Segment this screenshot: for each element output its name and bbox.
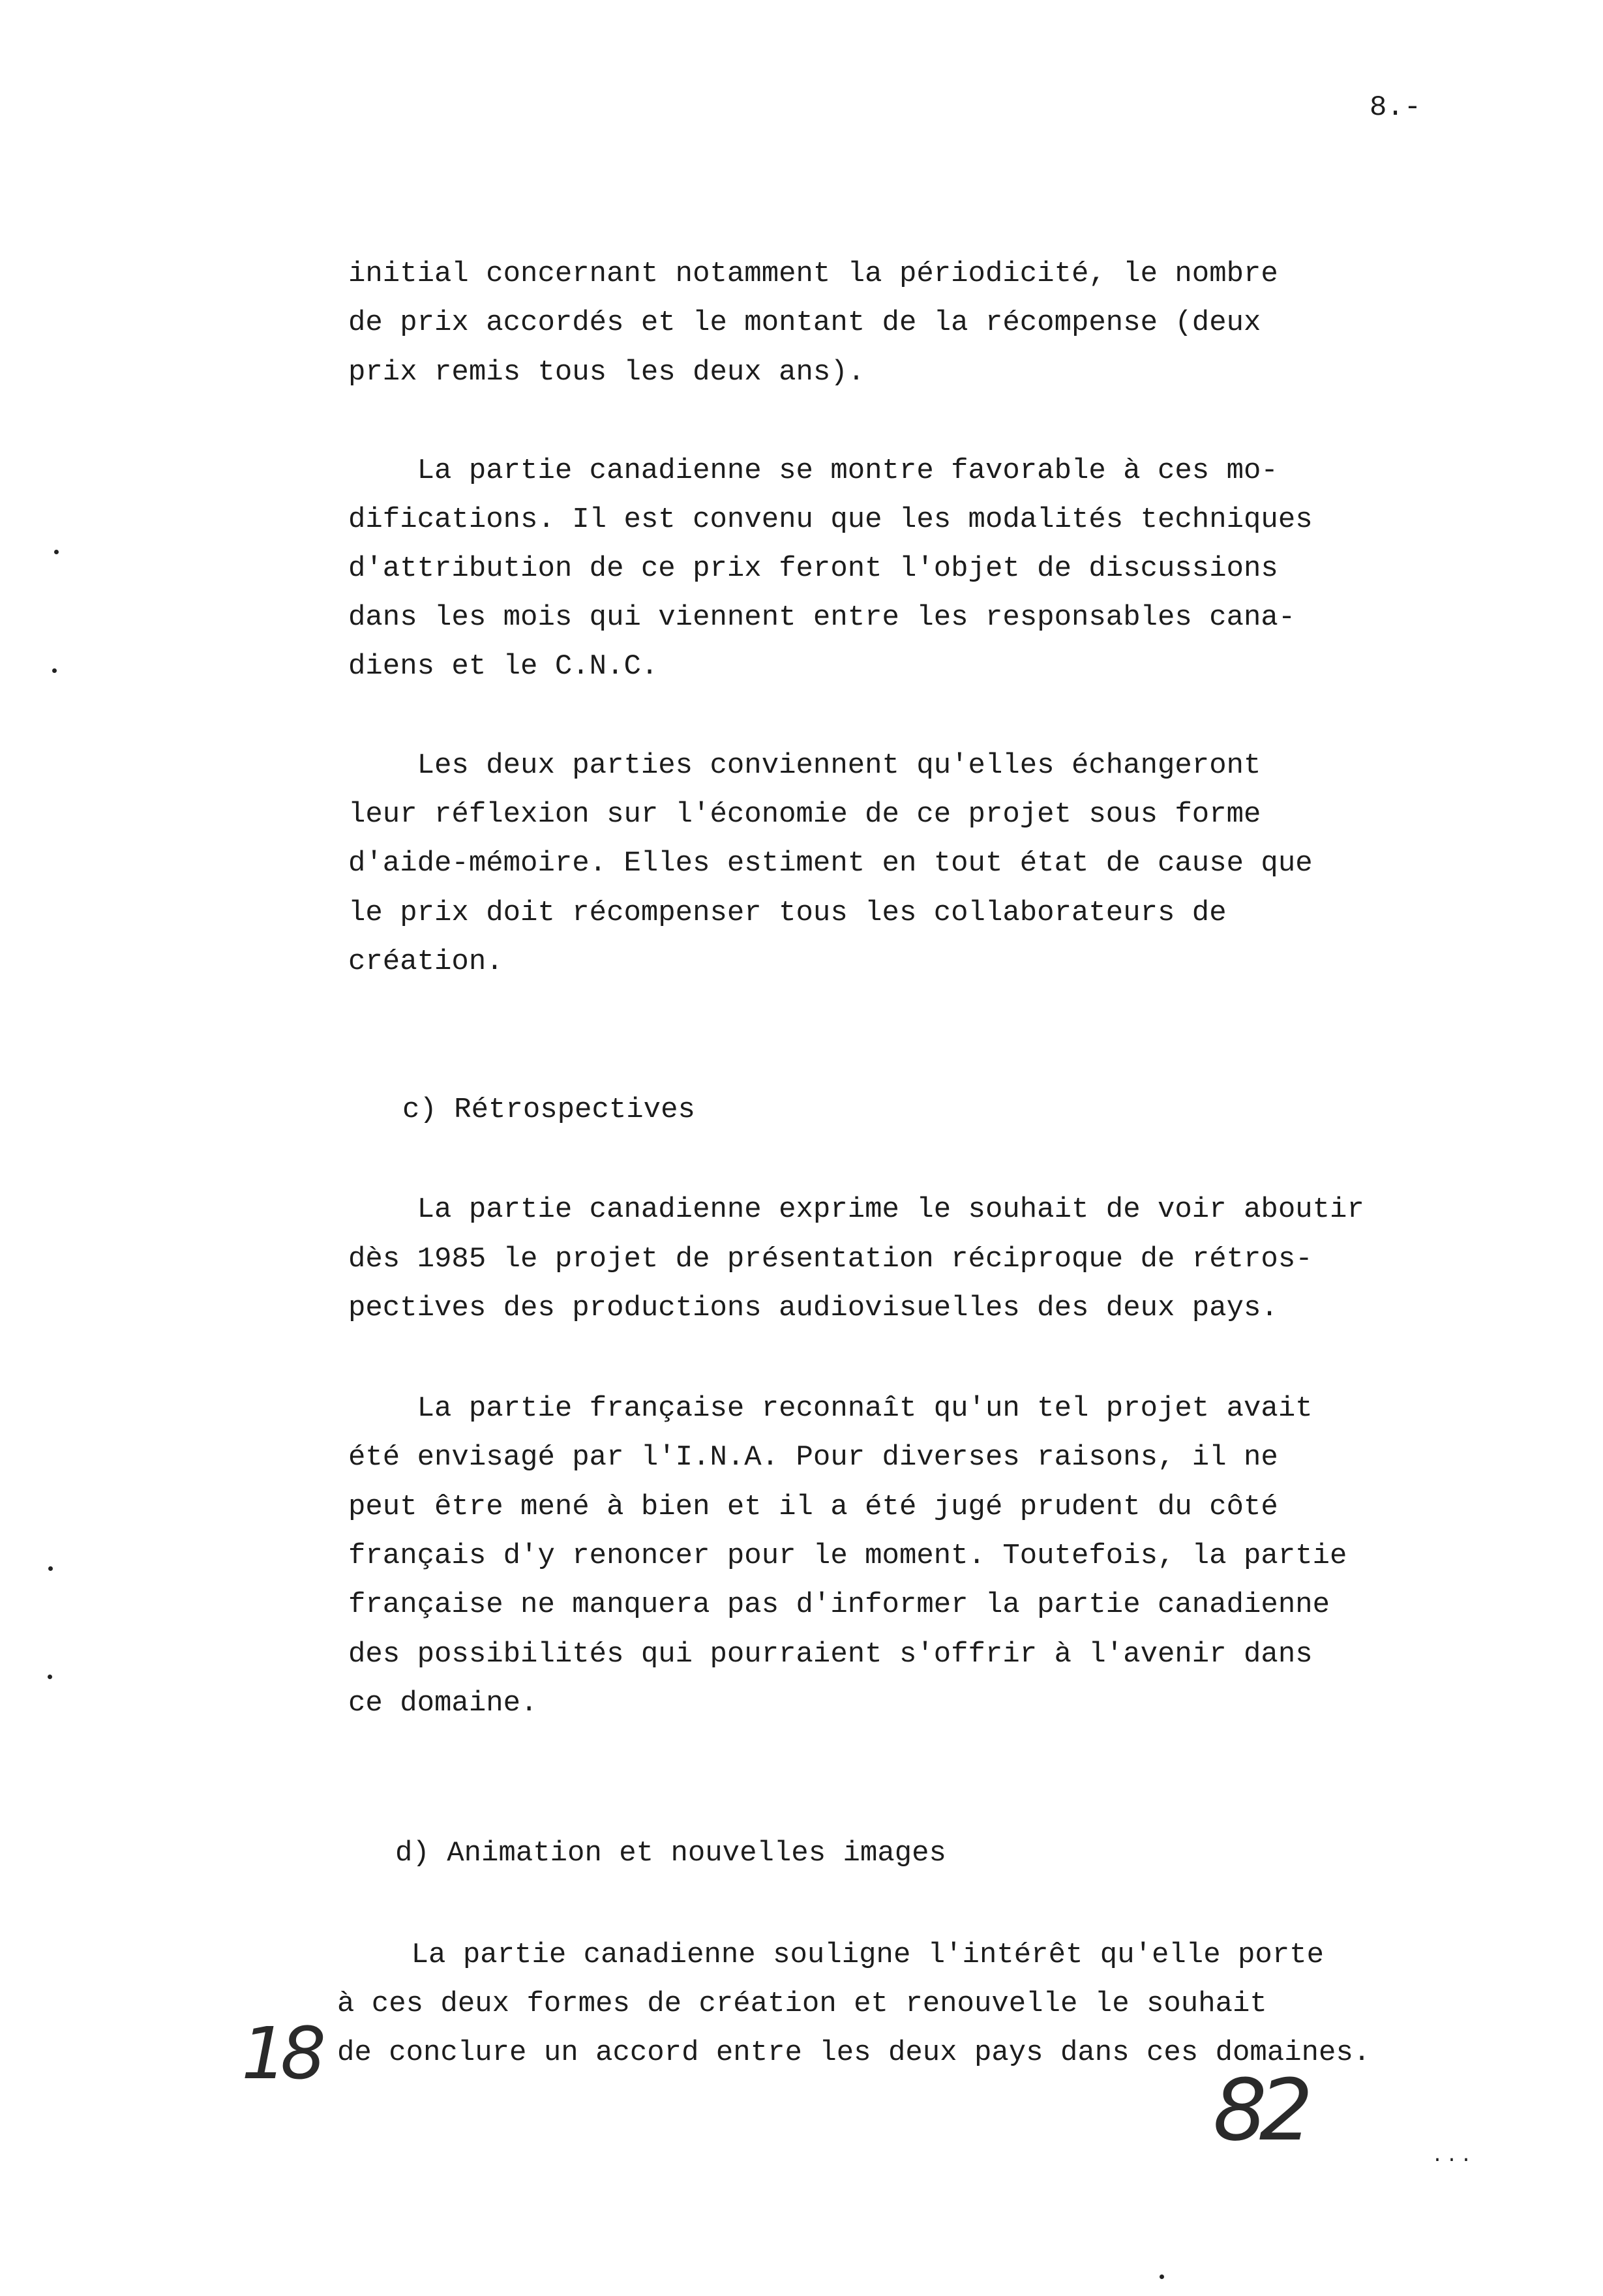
scan-speck — [1160, 2274, 1164, 2279]
text-line: des possibilités qui pourraient s'offrir à l'avenir dans — [348, 1638, 1313, 1671]
text-line: d'attribution de ce prix feront l'objet de discussions — [348, 552, 1278, 585]
text-line: leur réflexion sur l'économie de ce projet sous forme — [348, 798, 1261, 831]
section-heading-animation: d) Animation et nouvelles images — [395, 1837, 946, 1870]
text-line: prix remis tous les deux ans). — [348, 356, 865, 389]
text-line: dans les mois qui viennent entre les responsables cana- — [348, 601, 1296, 634]
scan-speck — [48, 1675, 52, 1679]
text-line: de conclure un accord entre les deux pays dans ces domaines. — [337, 2036, 1371, 2069]
text-line: La partie canadienne se montre favorable à ces mo- — [348, 455, 1278, 487]
text-line: dès 1985 le projet de présentation réciproque de rétros- — [348, 1243, 1313, 1275]
text-line: ce domaine. — [348, 1687, 538, 1720]
text-line: diens et le C.N.C. — [348, 650, 659, 683]
text-line: français d'y renoncer pour le moment. Toutefois, la partie — [348, 1540, 1347, 1572]
text-line: difications. Il est convenu que les modalités techniques — [348, 503, 1313, 536]
text-line: de prix accordés et le montant de la récompense (deux — [348, 306, 1261, 339]
text-line: été envisagé par l'I.N.A. Pour diverses raisons, il ne — [348, 1441, 1278, 1474]
text-line: La partie française reconnaît qu'un tel projet avait — [348, 1392, 1313, 1425]
text-line: peut être mené à bien et il a été jugé prudent du côté — [348, 1491, 1278, 1523]
text-line: initial concernant notamment la périodicité, le nombre — [348, 258, 1278, 290]
text-line: Les deux parties conviennent qu'elles échangeront — [348, 749, 1261, 782]
scan-speck — [48, 1566, 53, 1571]
text-line: création. — [348, 946, 503, 978]
continuation-mark: ... — [1431, 2145, 1475, 2168]
scan-speck — [52, 668, 57, 673]
text-line: française ne manquera pas d'informer la partie canadienne — [348, 1588, 1330, 1621]
handwritten-page-number: 82 — [1213, 2061, 1306, 2160]
text-line: à ces deux formes de création et renouvelle le souhait — [337, 1988, 1267, 2020]
scan-speck — [54, 550, 59, 554]
text-line: d'aide-mémoire. Elles estiment en tout état de cause que — [348, 847, 1313, 880]
text-line: La partie canadienne exprime le souhait de voir aboutir — [348, 1193, 1364, 1226]
section-heading-retrospectives: c) Rétrospectives — [402, 1094, 695, 1126]
text-line: pectives des productions audiovisuelles des deux pays. — [348, 1292, 1278, 1324]
text-line: le prix doit récompenser tous les collaborateurs de — [348, 897, 1227, 929]
text-line: La partie canadienne souligne l'intérêt qu'elle porte — [342, 1939, 1325, 1971]
page-number: 8.- — [1370, 91, 1422, 124]
handwritten-margin-number: 18 — [241, 2012, 320, 2095]
